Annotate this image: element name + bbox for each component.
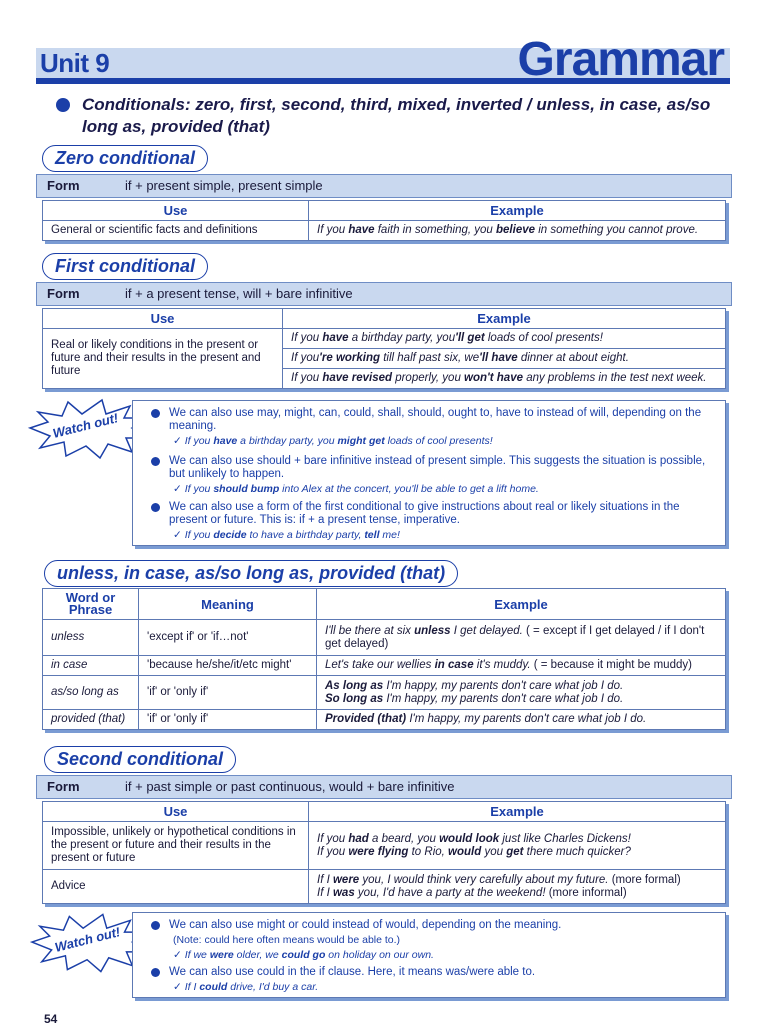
bullet-icon	[151, 921, 160, 930]
meaning-cell: 'if' or 'only if'	[139, 676, 317, 710]
zero-form: if + present simple, present simple	[125, 178, 323, 193]
unless-table	[42, 588, 726, 730]
watch-out-label: Watch out!	[51, 410, 120, 441]
unless-heading: unless, in case, as/so long as, provided (that)	[44, 560, 458, 587]
table-row	[43, 710, 726, 730]
watch-out-bullet: We can also use may, might, can, could, shall, should, ought to, have to instead of will, depending on the meaning.	[169, 407, 717, 433]
col-example: Example	[317, 589, 726, 620]
watch-out-box-1	[132, 400, 726, 546]
col-word: Word or Phrase	[43, 589, 139, 620]
word-cell: as/so long as	[43, 676, 139, 710]
use-cell: Impossible, unlikely or hypothetical conditions in the present or future and their results in the present or future	[43, 822, 309, 870]
zero-conditional-heading: Zero conditional	[42, 145, 208, 172]
example-cell: Provided (that) I'm happy, my parents don't care what job I do.	[317, 710, 726, 730]
watch-out-box-2	[132, 912, 726, 998]
table-row	[43, 870, 726, 904]
example-cell: I'll be there at six unless I get delayed. ( = except if I get delayed / if I don't get delayed)	[317, 620, 726, 656]
word-cell: in case	[43, 656, 139, 676]
form-label: Form	[47, 178, 80, 193]
second-form: if + past simple or past continuous, would + bare infinitive	[125, 779, 455, 794]
use-cell: Real or likely conditions in the present or future and their results in the present and future	[43, 329, 283, 389]
zero-form-bar	[36, 174, 732, 198]
example-cell: As long as I'm happy, my parents don't care what job I do. So long as I'm happy, my parents don't care what job I do.	[317, 676, 726, 710]
table-header-row	[43, 201, 726, 221]
bullet-icon	[151, 968, 160, 977]
bullet-icon	[151, 457, 160, 466]
watch-out-example: ✓ If you decide to have a birthday party, tell me!	[173, 529, 400, 541]
form-label: Form	[47, 779, 80, 794]
watch-out-example: ✓ If I could drive, I'd buy a car.	[173, 981, 319, 993]
watch-out-label: Watch out!	[53, 924, 122, 955]
second-form-bar	[36, 775, 732, 799]
page-title: Grammar	[517, 33, 724, 86]
second-table	[42, 801, 726, 904]
table-row	[43, 329, 726, 349]
example-cell: If I were you, I would think very carefully about my future. (more formal) If I was you, I'd have a party at the weekend! (more informal)	[309, 870, 726, 904]
table-row	[43, 656, 726, 676]
first-table	[42, 308, 726, 389]
second-conditional-heading: Second conditional	[44, 746, 236, 773]
watch-out-bullet: We can also use a form of the first conditional to give instructions about real or likely situations in the present or future. This is: if + a present tense, imperative.	[169, 501, 717, 527]
use-cell: General or scientific facts and definitions	[43, 221, 309, 241]
example-cell: If you have a birthday party, you'll get loads of cool presents!	[283, 329, 726, 349]
word-cell: provided (that)	[43, 710, 139, 730]
example-cell: If you have revised properly, you won't have any problems in the test next week.	[283, 369, 726, 389]
example-cell: Let's take our wellies in case it's muddy. ( = because it might be muddy)	[317, 656, 726, 676]
watch-out-example: ✓ If you should bump into Alex at the concert, you'll be able to get a lift home.	[173, 483, 539, 495]
first-form: if + a present tense, will + bare infinitive	[125, 286, 353, 301]
table-header-row	[43, 802, 726, 822]
table-header-row	[43, 589, 726, 620]
example-cell: If you have faith in something, you believe in something you cannot prove.	[309, 221, 726, 241]
meaning-cell: 'because he/she/it/etc might'	[139, 656, 317, 676]
form-label: Form	[47, 286, 80, 301]
word-cell: unless	[43, 620, 139, 656]
intro-text: Conditionals: zero, first, second, third, mixed, inverted / unless, in case, as/so long as, provided (that)	[82, 95, 711, 136]
watch-out-bullet: We can also use should + bare infinitive instead of present simple. This suggests the situation is possible, but unlikely to happen.	[169, 455, 717, 481]
watch-out-example: ✓ If you have a birthday party, you might get loads of cool presents!	[173, 435, 493, 447]
meaning-cell: 'if' or 'only if'	[139, 710, 317, 730]
col-use: Use	[43, 201, 309, 221]
table-row	[43, 620, 726, 656]
example-cell: If you're working till half past six, we'll have dinner at about eight.	[283, 349, 726, 369]
watch-out-bullet: We can also use might or could instead of would, depending on the meaning.	[169, 919, 717, 932]
example-cell: If you had a beard, you would look just like Charles Dickens! If you were flying to Rio, would you get there much quicker?	[309, 822, 726, 870]
zero-table	[42, 200, 726, 241]
page-number: 54	[44, 1012, 58, 1024]
bullet-icon	[151, 409, 160, 418]
meaning-cell: 'except if' or 'if…not'	[139, 620, 317, 656]
col-use: Use	[43, 802, 309, 822]
intro-bullet-icon	[56, 98, 70, 112]
table-row	[43, 676, 726, 710]
watch-out-note: (Note: could here often means would be able to.)	[173, 934, 401, 946]
first-form-bar	[36, 282, 732, 306]
col-use: Use	[43, 309, 283, 329]
col-example: Example	[283, 309, 726, 329]
col-example: Example	[309, 201, 726, 221]
watch-out-example: ✓ If we were older, we could go on holiday on our own.	[173, 949, 434, 961]
table-row	[43, 221, 726, 241]
table-row	[43, 822, 726, 870]
col-example: Example	[309, 802, 726, 822]
first-conditional-heading: First conditional	[42, 253, 208, 280]
col-meaning: Meaning	[139, 589, 317, 620]
unit-title: Unit 9	[40, 48, 110, 78]
table-header-row	[43, 309, 726, 329]
bullet-icon	[151, 503, 160, 512]
watch-out-bullet: We can also use could in the if clause. Here, it means was/were able to.	[169, 966, 717, 979]
use-cell: Advice	[43, 870, 309, 904]
